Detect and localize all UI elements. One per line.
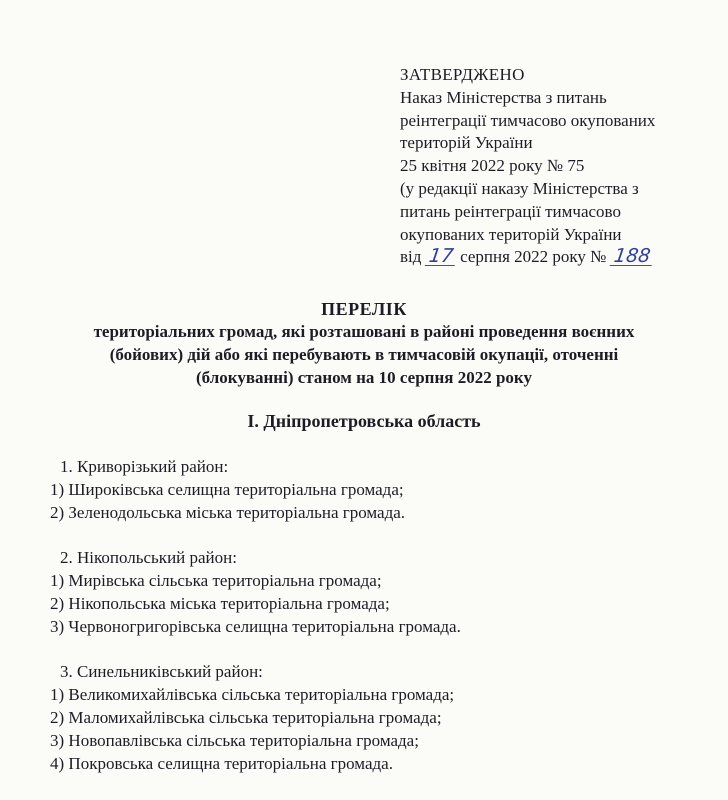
approval-line: Наказ Міністерства з питань bbox=[400, 87, 607, 107]
approval-middle: серпня 2022 року № bbox=[460, 247, 607, 267]
approval-line: питань реінтеграції тимчасово bbox=[400, 201, 621, 221]
district-group bbox=[50, 455, 710, 524]
document-subtitle-line: (блокуванні) станом на 10 серпня 2022 року bbox=[196, 368, 532, 387]
approval-prefix: від bbox=[400, 247, 422, 267]
district-name: 2. Нікопольський район: bbox=[60, 548, 237, 567]
approval-title: ЗАТВЕРДЖЕНО bbox=[400, 65, 525, 84]
document-heading bbox=[0, 298, 728, 389]
document-title: ПЕРЕЛІК bbox=[321, 299, 407, 319]
approval-line: територій України bbox=[400, 133, 533, 153]
district-group bbox=[50, 546, 710, 638]
approval-line: окупованих територій України bbox=[400, 224, 622, 244]
district-group bbox=[50, 660, 710, 775]
community-item: 1) Мирівська сільська територіальна громада; bbox=[50, 571, 382, 590]
handwritten-number: 188 bbox=[609, 247, 654, 266]
document-subtitle-line: (бойових) дій або які перебувають в тимчасовій окупації, оточенні bbox=[109, 345, 619, 364]
district-list bbox=[50, 455, 710, 797]
approval-date-line bbox=[400, 246, 720, 269]
community-item: 3) Новопавлівська сільська територіальна громада; bbox=[50, 731, 419, 750]
community-item: 2) Зеленодольська міська територіальна громада. bbox=[50, 503, 406, 522]
district-name: 3. Синельниківський район: bbox=[60, 662, 263, 681]
document-subtitle-line: територіальних громад, які розташовані в районі проведення воєнних bbox=[93, 322, 635, 341]
community-item: 1) Широківська селищна територіальна громада; bbox=[50, 480, 404, 499]
approval-line: 25 квітня 2022 року № 75 bbox=[400, 156, 585, 176]
community-item: 2) Маломихайлівська сільська територіальна громада; bbox=[50, 708, 442, 727]
district-name: 1. Криворізький район: bbox=[60, 457, 229, 476]
community-item: 3) Червоногригорівська селищна територіальна громада. bbox=[50, 617, 461, 636]
approval-stamp bbox=[400, 64, 720, 269]
region-heading: І. Дніпропетровська область bbox=[247, 411, 481, 431]
community-item: 1) Великомихайлівська сільська територіальна громада; bbox=[50, 685, 455, 704]
community-item: 2) Нікопольська міська територіальна громада; bbox=[50, 594, 390, 613]
handwritten-day: 17 bbox=[424, 247, 457, 266]
community-item: 4) Покровська селищна територіальна громада. bbox=[50, 754, 393, 773]
approval-line: (у редакції наказу Міністерства з bbox=[400, 178, 639, 198]
approval-line: реінтеграції тимчасово окупованих bbox=[400, 110, 656, 130]
